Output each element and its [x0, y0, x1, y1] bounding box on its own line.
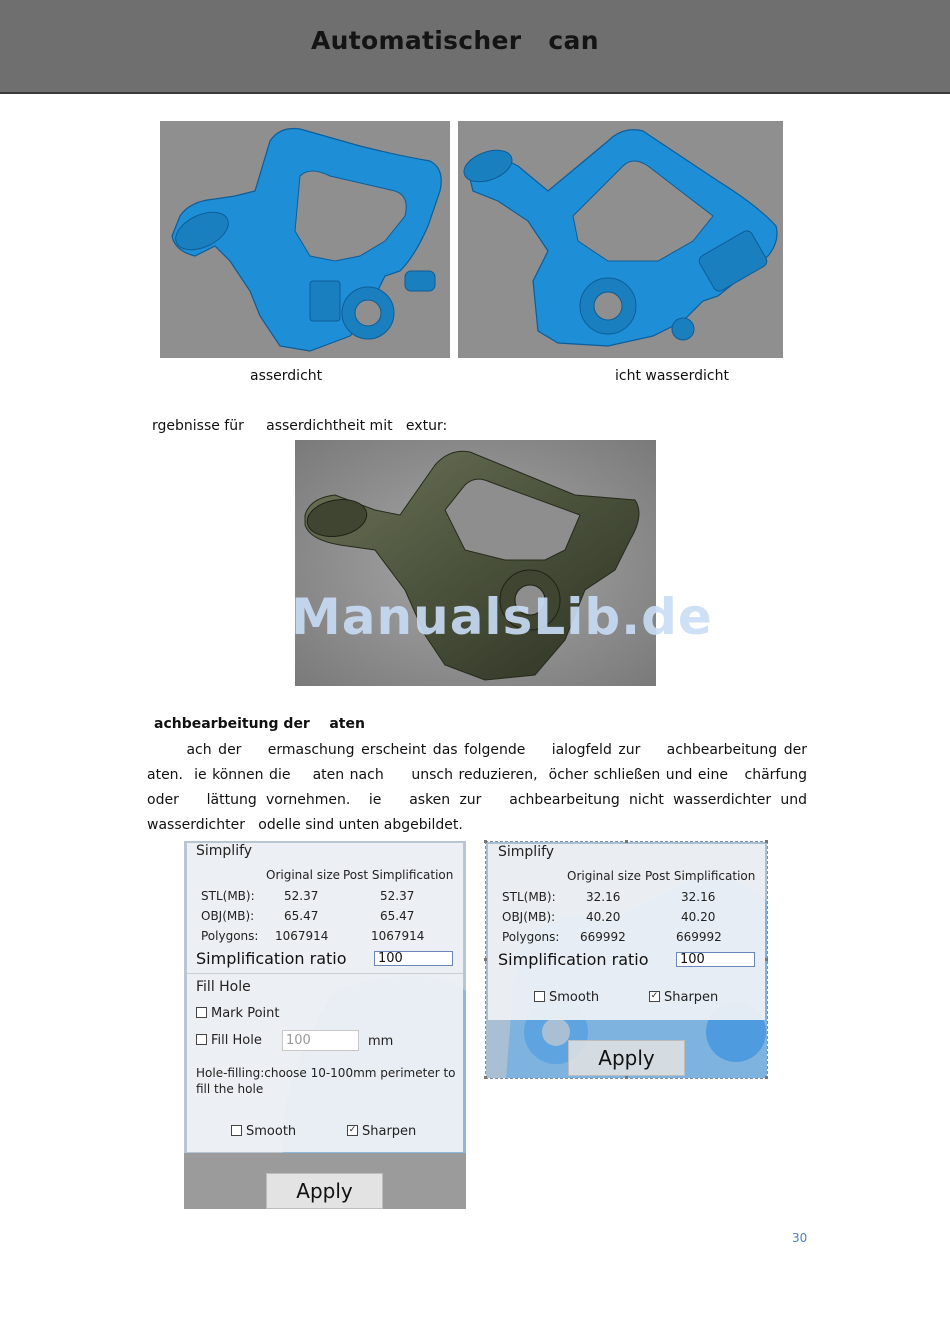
row-label-obj: OBJ(MB):: [502, 910, 556, 924]
selection-handle[interactable]: [765, 958, 768, 961]
fill-hole-panel: [187, 974, 463, 1152]
row-label-stl: STL(MB):: [201, 889, 255, 903]
blue-scan-model-right: [458, 121, 783, 358]
scan-image-not-watertight: [458, 121, 783, 358]
caption-watertight: asserdicht: [250, 368, 323, 384]
apply-button[interactable]: Apply: [568, 1040, 685, 1076]
col-original-size: Original size: [567, 869, 642, 883]
selection-handle[interactable]: [484, 1076, 487, 1079]
fill-hole-unit: mm: [368, 1034, 394, 1049]
postprocess-dialog-not-watertight: [184, 841, 466, 1209]
col-post-simplification: Post Simplification: [645, 869, 756, 883]
sharpen-label: Sharpen: [362, 1124, 417, 1139]
row-original-polygons: 669992: [580, 930, 626, 944]
smooth-label: Smooth: [549, 990, 600, 1005]
checkbox-box[interactable]: [231, 1125, 242, 1136]
row-label-obj: OBJ(MB):: [201, 909, 255, 923]
row-label-stl: STL(MB):: [502, 890, 556, 904]
selection-handle[interactable]: [625, 1076, 628, 1079]
row-original-polygons: 1067914: [275, 929, 329, 943]
selection-frame: [485, 841, 768, 1079]
simplify-title: Simplify: [498, 844, 555, 860]
col-post-simplification: Post Simplification: [343, 868, 454, 882]
sharpen-checkbox[interactable]: [347, 1124, 416, 1139]
smooth-label: Smooth: [246, 1124, 297, 1139]
row-post-polygons: 1067914: [371, 929, 425, 943]
sharpen-label: Sharpen: [664, 990, 719, 1005]
apply-button[interactable]: Apply: [266, 1173, 383, 1209]
simplification-ratio-label: Simplification ratio: [196, 949, 347, 968]
checkmark-icon[interactable]: ✓: [348, 1125, 357, 1135]
checkbox-box[interactable]: [196, 1034, 207, 1045]
selection-handle[interactable]: [484, 958, 487, 961]
selection-handle[interactable]: [765, 840, 768, 843]
simplify-title: Simplify: [196, 843, 253, 859]
row-original-obj: 40.20: [586, 910, 621, 924]
page-header: [0, 0, 950, 94]
selection-handle[interactable]: [765, 1076, 768, 1079]
fill-hole-perimeter-input[interactable]: [282, 1030, 359, 1051]
panel-divider: [187, 973, 463, 974]
row-label-polygons: Polygons:: [201, 929, 259, 943]
simplification-ratio-label: Simplification ratio: [498, 950, 649, 969]
results-label: rgebnisse für asserdichtheit mit extur:: [152, 418, 448, 434]
scan-image-watertight: [160, 121, 450, 358]
row-post-stl: 32.16: [681, 890, 716, 904]
header-title: Automatischer can: [311, 26, 599, 55]
checkbox-box[interactable]: [196, 1007, 207, 1018]
mark-point-checkbox[interactable]: [196, 1006, 279, 1021]
page-number: 30: [792, 1231, 808, 1245]
row-original-stl: 32.16: [586, 890, 621, 904]
row-original-stl: 52.37: [284, 889, 319, 903]
row-post-stl: 52.37: [380, 889, 415, 903]
row-post-polygons: 669992: [676, 930, 722, 944]
row-post-obj: 65.47: [380, 909, 415, 923]
fill-hole-checkbox[interactable]: [196, 1033, 262, 1048]
textured-scan-model: [295, 440, 656, 686]
col-original-size: Original size: [266, 868, 341, 882]
fill-hole-label: Fill Hole: [211, 1033, 262, 1048]
texture-scan-image: [295, 440, 656, 686]
hole-filling-hint: Hole-filling:choose 10-100mm perimeter to fill the hole: [196, 1066, 456, 1096]
section-heading: achbearbeitung der aten: [154, 716, 365, 732]
row-label-polygons: Polygons:: [502, 930, 560, 944]
mark-point-label: Mark Point: [211, 1006, 280, 1021]
row-original-obj: 65.47: [284, 909, 319, 923]
selection-handle[interactable]: [625, 840, 628, 843]
selection-handle[interactable]: [484, 840, 487, 843]
smooth-checkbox[interactable]: [231, 1124, 296, 1139]
fill-hole-title: Fill Hole: [196, 979, 251, 995]
row-post-obj: 40.20: [681, 910, 716, 924]
blue-scan-model-left: [160, 121, 450, 358]
caption-not-watertight: icht wasserdicht: [615, 368, 729, 384]
section-paragraph: ach der ermaschung erscheint das folgende ialogfeld zur achbearbeitung der aten. ie können die aten nach unsch reduzieren, öcher schließen und eine chärfung oder lättung vornehmen. ie asken zur achbearbeitung nicht wasserdichter und wasserdichter odelle sind unten abgebildet.: [147, 742, 825, 833]
simplification-ratio-input[interactable]: [374, 951, 453, 966]
manualslib-watermark: ManualsLib.de: [291, 588, 713, 646]
checkmark-icon[interactable]: ✓: [650, 991, 659, 1001]
